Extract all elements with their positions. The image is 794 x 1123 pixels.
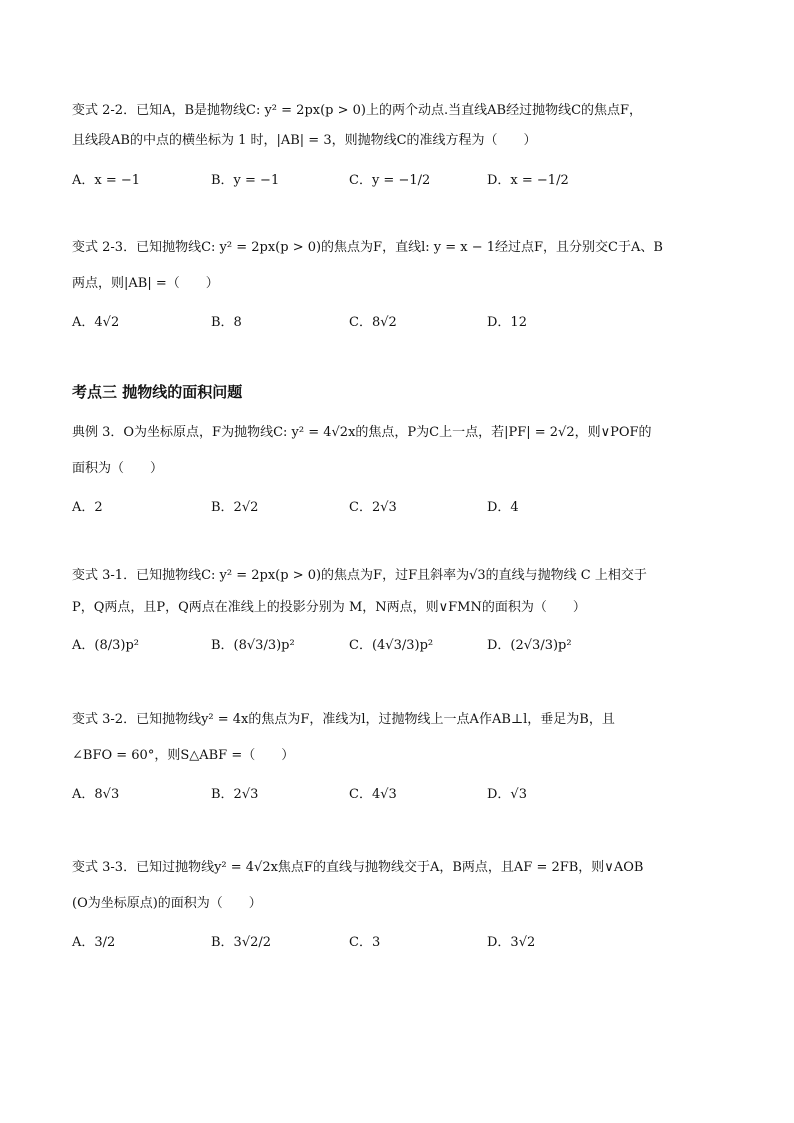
question-3-1-option-a: A．(8/3)p²: [72, 638, 139, 653]
question-2-3-option-b: B．8: [211, 315, 242, 330]
question-3-1-option-c: C．(4√3/3)p²: [349, 638, 434, 653]
example-3-option-c: C．2√3: [349, 500, 397, 515]
question-2-3-line-1: 变式 2-3．已知抛物线C: y² = 2px(p > 0)的焦点为F，直线l: y = x − 1经过点F，且分别交C于A、B: [72, 240, 663, 255]
question-3-3-line-2: (O为坐标原点)的面积为（ ）: [72, 896, 262, 911]
question-3-3-option-c: C．3: [349, 935, 381, 950]
question-2-2-option-b: B．y = −1: [211, 173, 280, 188]
question-3-3-option-b: B．3√2/2: [211, 935, 272, 950]
question-2-3-option-c: C．8√2: [349, 315, 397, 330]
question-3-2-line-1: 变式 3-2．已知抛物线y² = 4x的焦点为F，准线为l，过抛物线上一点A作AB⊥l，垂足为B，且: [72, 712, 615, 727]
question-2-3-option-a: A．4√2: [72, 315, 120, 330]
question-3-1-line-1: 变式 3-1．已知抛物线C: y² = 2px(p > 0)的焦点为F，过F且斜率为√3的直线与抛物线 C 上相交于: [72, 568, 647, 583]
question-3-2-line-2: ∠BFO = 60°，则S△ABF =（ ）: [72, 748, 295, 763]
question-2-2-line-1: 变式 2-2．已知A，B是抛物线C: y² = 2px(p > 0)上的两个动点.当直线AB经过抛物线C的焦点F，: [72, 103, 643, 118]
question-3-3-line-1: 变式 3-3．已知过抛物线y² = 4√2x焦点F的直线与抛物线交于A，B两点，且AF = 2FB，则∨AOB: [72, 860, 644, 875]
question-3-1-option-d: D．(2√3/3)p²: [487, 638, 572, 653]
question-3-2-option-a: A．8√3: [72, 787, 120, 802]
question-3-3-option-d: D．3√2: [487, 935, 536, 950]
question-3-2-option-c: C．4√3: [349, 787, 397, 802]
question-3-1-line-2: P，Q两点，且P，Q两点在准线上的投影分别为 M，N两点，则∨FMN的面积为（ ）: [72, 600, 586, 615]
question-2-3-option-d: D．12: [487, 315, 527, 330]
example-3-option-d: D．4: [487, 500, 519, 515]
question-2-2-option-a: A．x = −1: [72, 173, 141, 188]
example-3-option-a: A．2: [72, 500, 103, 515]
question-2-2-option-c: C．y = −1/2: [349, 173, 431, 188]
question-3-2-option-d: D．√3: [487, 787, 527, 802]
question-3-1-option-b: B．(8√3/3)p²: [211, 638, 295, 653]
section-title: 考点三 抛物线的面积问题: [72, 383, 243, 401]
question-2-2-line-2: 且线段AB的中点的横坐标为 1 时，|AB| = 3，则抛物线C的准线方程为（ ）: [72, 133, 537, 148]
question-2-2-option-d: D．x = −1/2: [487, 173, 569, 188]
example-3-line-2: 面积为（ ）: [72, 461, 164, 476]
example-3-option-b: B．2√2: [211, 500, 259, 515]
question-3-2-option-b: B．2√3: [211, 787, 259, 802]
example-3-line-1: 典例 3．O为坐标原点，F为抛物线C: y² = 4√2x的焦点，P为C上一点，若|PF| = 2√2，则∨POF的: [72, 425, 652, 440]
question-2-3-line-2: 两点，则|AB| =（ ）: [72, 276, 219, 291]
question-3-3-option-a: A．3/2: [72, 935, 116, 950]
